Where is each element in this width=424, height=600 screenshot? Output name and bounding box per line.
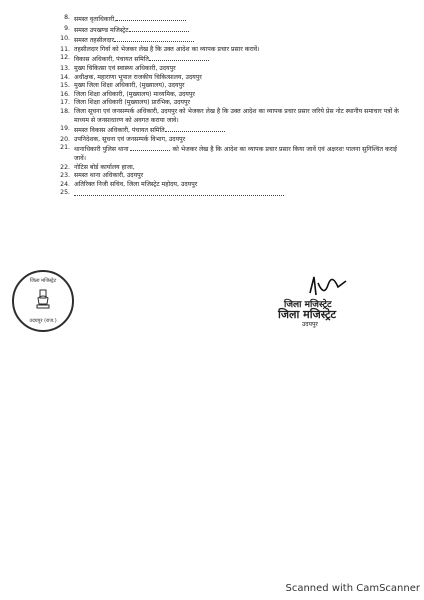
- blank-line: [149, 54, 209, 61]
- item-text: उपनिदेशक, सूचना एवं जनसम्पर्क विभाग, उदयपुर: [74, 135, 186, 143]
- item-text: तहसीलदार गिर्वा को भेजकर लेख है कि उक्त आदेश का व्यापक प्रचार प्रसार करावें।: [74, 45, 260, 53]
- item-number: 17.: [60, 99, 70, 107]
- list-item: [60, 99, 400, 108]
- item-number: 10.: [60, 35, 70, 43]
- distribution-list: [60, 14, 400, 200]
- item-text: जिला शिक्षा अधिकारी (मुख्यालय) प्रारंभिक, उदयपुर: [74, 99, 191, 107]
- item-text: मुख्य चिकित्सा एवं स्वास्थ्य अधिकारी, उदयपुर: [74, 64, 176, 72]
- list-item: [60, 136, 400, 145]
- item-number: 20.: [60, 135, 70, 143]
- designation-line-2: जिला मजिस्ट्रेट: [278, 308, 337, 321]
- seal-top-text: जिला मजिस्ट्रेट: [29, 278, 57, 284]
- scanner-watermark: Scanned with CamScanner: [285, 583, 420, 594]
- blank-line: [114, 35, 194, 42]
- item-text: समस्त वृताधिकारी,: [74, 14, 400, 25]
- item-number: 19.: [60, 125, 70, 133]
- list-item: [60, 14, 400, 25]
- item-text: विकास अधिकारी, पंचायत समिति: [74, 54, 400, 65]
- designation-place: उदयपुर: [302, 321, 318, 328]
- list-item: [60, 25, 400, 36]
- item-text: [74, 189, 400, 200]
- blank-line: [74, 189, 284, 196]
- item-text: समस्त विकास अधिकारी, पंचायत समिति: [74, 125, 400, 136]
- item-number: 11.: [60, 45, 70, 53]
- list-item: [60, 35, 400, 46]
- item-number: 12.: [60, 54, 70, 62]
- list-item: [60, 108, 400, 125]
- list-item: [60, 82, 400, 91]
- blank-line: [116, 14, 186, 21]
- list-item: [60, 54, 400, 65]
- office-seal: [12, 270, 74, 332]
- emblem-icon: [35, 288, 51, 312]
- item-number: 13.: [60, 64, 70, 72]
- item-number: 8.: [64, 14, 70, 21]
- list-item: [60, 65, 400, 74]
- item-text: समस्त थाना अधिकारी, उदयपुर: [74, 172, 144, 180]
- item-text: मुख्य जिला शिक्षा अधिकारी, (मुख्यालय), उदयपुर: [74, 82, 185, 90]
- list-item: [60, 189, 400, 200]
- item-text: अतिरिक्त निजी सचिव, जिला मजिस्ट्रेट महोदय, उदयपुर: [74, 180, 198, 188]
- item-number: 23.: [60, 172, 70, 180]
- blank-line: [130, 144, 170, 151]
- item-number: 25.: [60, 189, 70, 197]
- item-text: समस्त तहसीलदार: [74, 35, 400, 46]
- list-item: [60, 181, 400, 190]
- item-number: 16.: [60, 90, 70, 98]
- blank-line: [165, 125, 225, 132]
- item-text: जिला सूचना एवं जनसम्पर्क अधिकारी, उदयपुर को भेजकर लेख है कि उक्त आदेश का व्यापक प्रचार प्रसार जरिये प्रेस नोट स्थानीय समाचार पत्रों के माध्यम से जनसाधारण को अवगत कराया जावे।: [74, 107, 399, 124]
- item-number: 14.: [60, 73, 70, 81]
- list-item: [60, 74, 400, 83]
- item-text: थानाधिकारी पुलिस थाना को भेजकर लेख है कि आदेश का व्यापक प्रचार प्रसार किया जावें एवं अक्षरशः पालना सुनिश्चित कराई जावें।: [74, 146, 397, 162]
- item-number: 24.: [60, 180, 70, 188]
- list-item: [60, 125, 400, 136]
- item-number: 9.: [64, 24, 70, 32]
- handwritten-signature-icon: [306, 275, 356, 299]
- item-text: अधीक्षक, महाराणा भूपाल राजकीय चिकित्सालय, उदयपुर: [74, 73, 202, 81]
- signature-block: [276, 275, 376, 335]
- list-item: [60, 144, 400, 163]
- blank-line: [129, 25, 189, 32]
- item-number: 15.: [60, 82, 70, 90]
- item-text: समस्त उपखण्ड मजिस्ट्रेट: [74, 25, 400, 36]
- item-text: जिला शिक्षा अधिकारी, (मुख्यालय) माध्यमिक, उदयपुर: [74, 90, 195, 98]
- item-number: 18.: [60, 107, 70, 115]
- list-item: [60, 172, 400, 181]
- designation-line-1: जिला मजिस्ट्रेट: [284, 300, 332, 310]
- list-item: [60, 46, 400, 55]
- item-number: 21.: [60, 144, 70, 152]
- item-text: नोटिस बोर्ड कार्यालय हाजा,: [74, 163, 135, 171]
- item-number: 22.: [60, 163, 70, 171]
- list-item: [60, 164, 400, 173]
- seal-bottom-text: उदयपुर (राज.): [29, 318, 57, 324]
